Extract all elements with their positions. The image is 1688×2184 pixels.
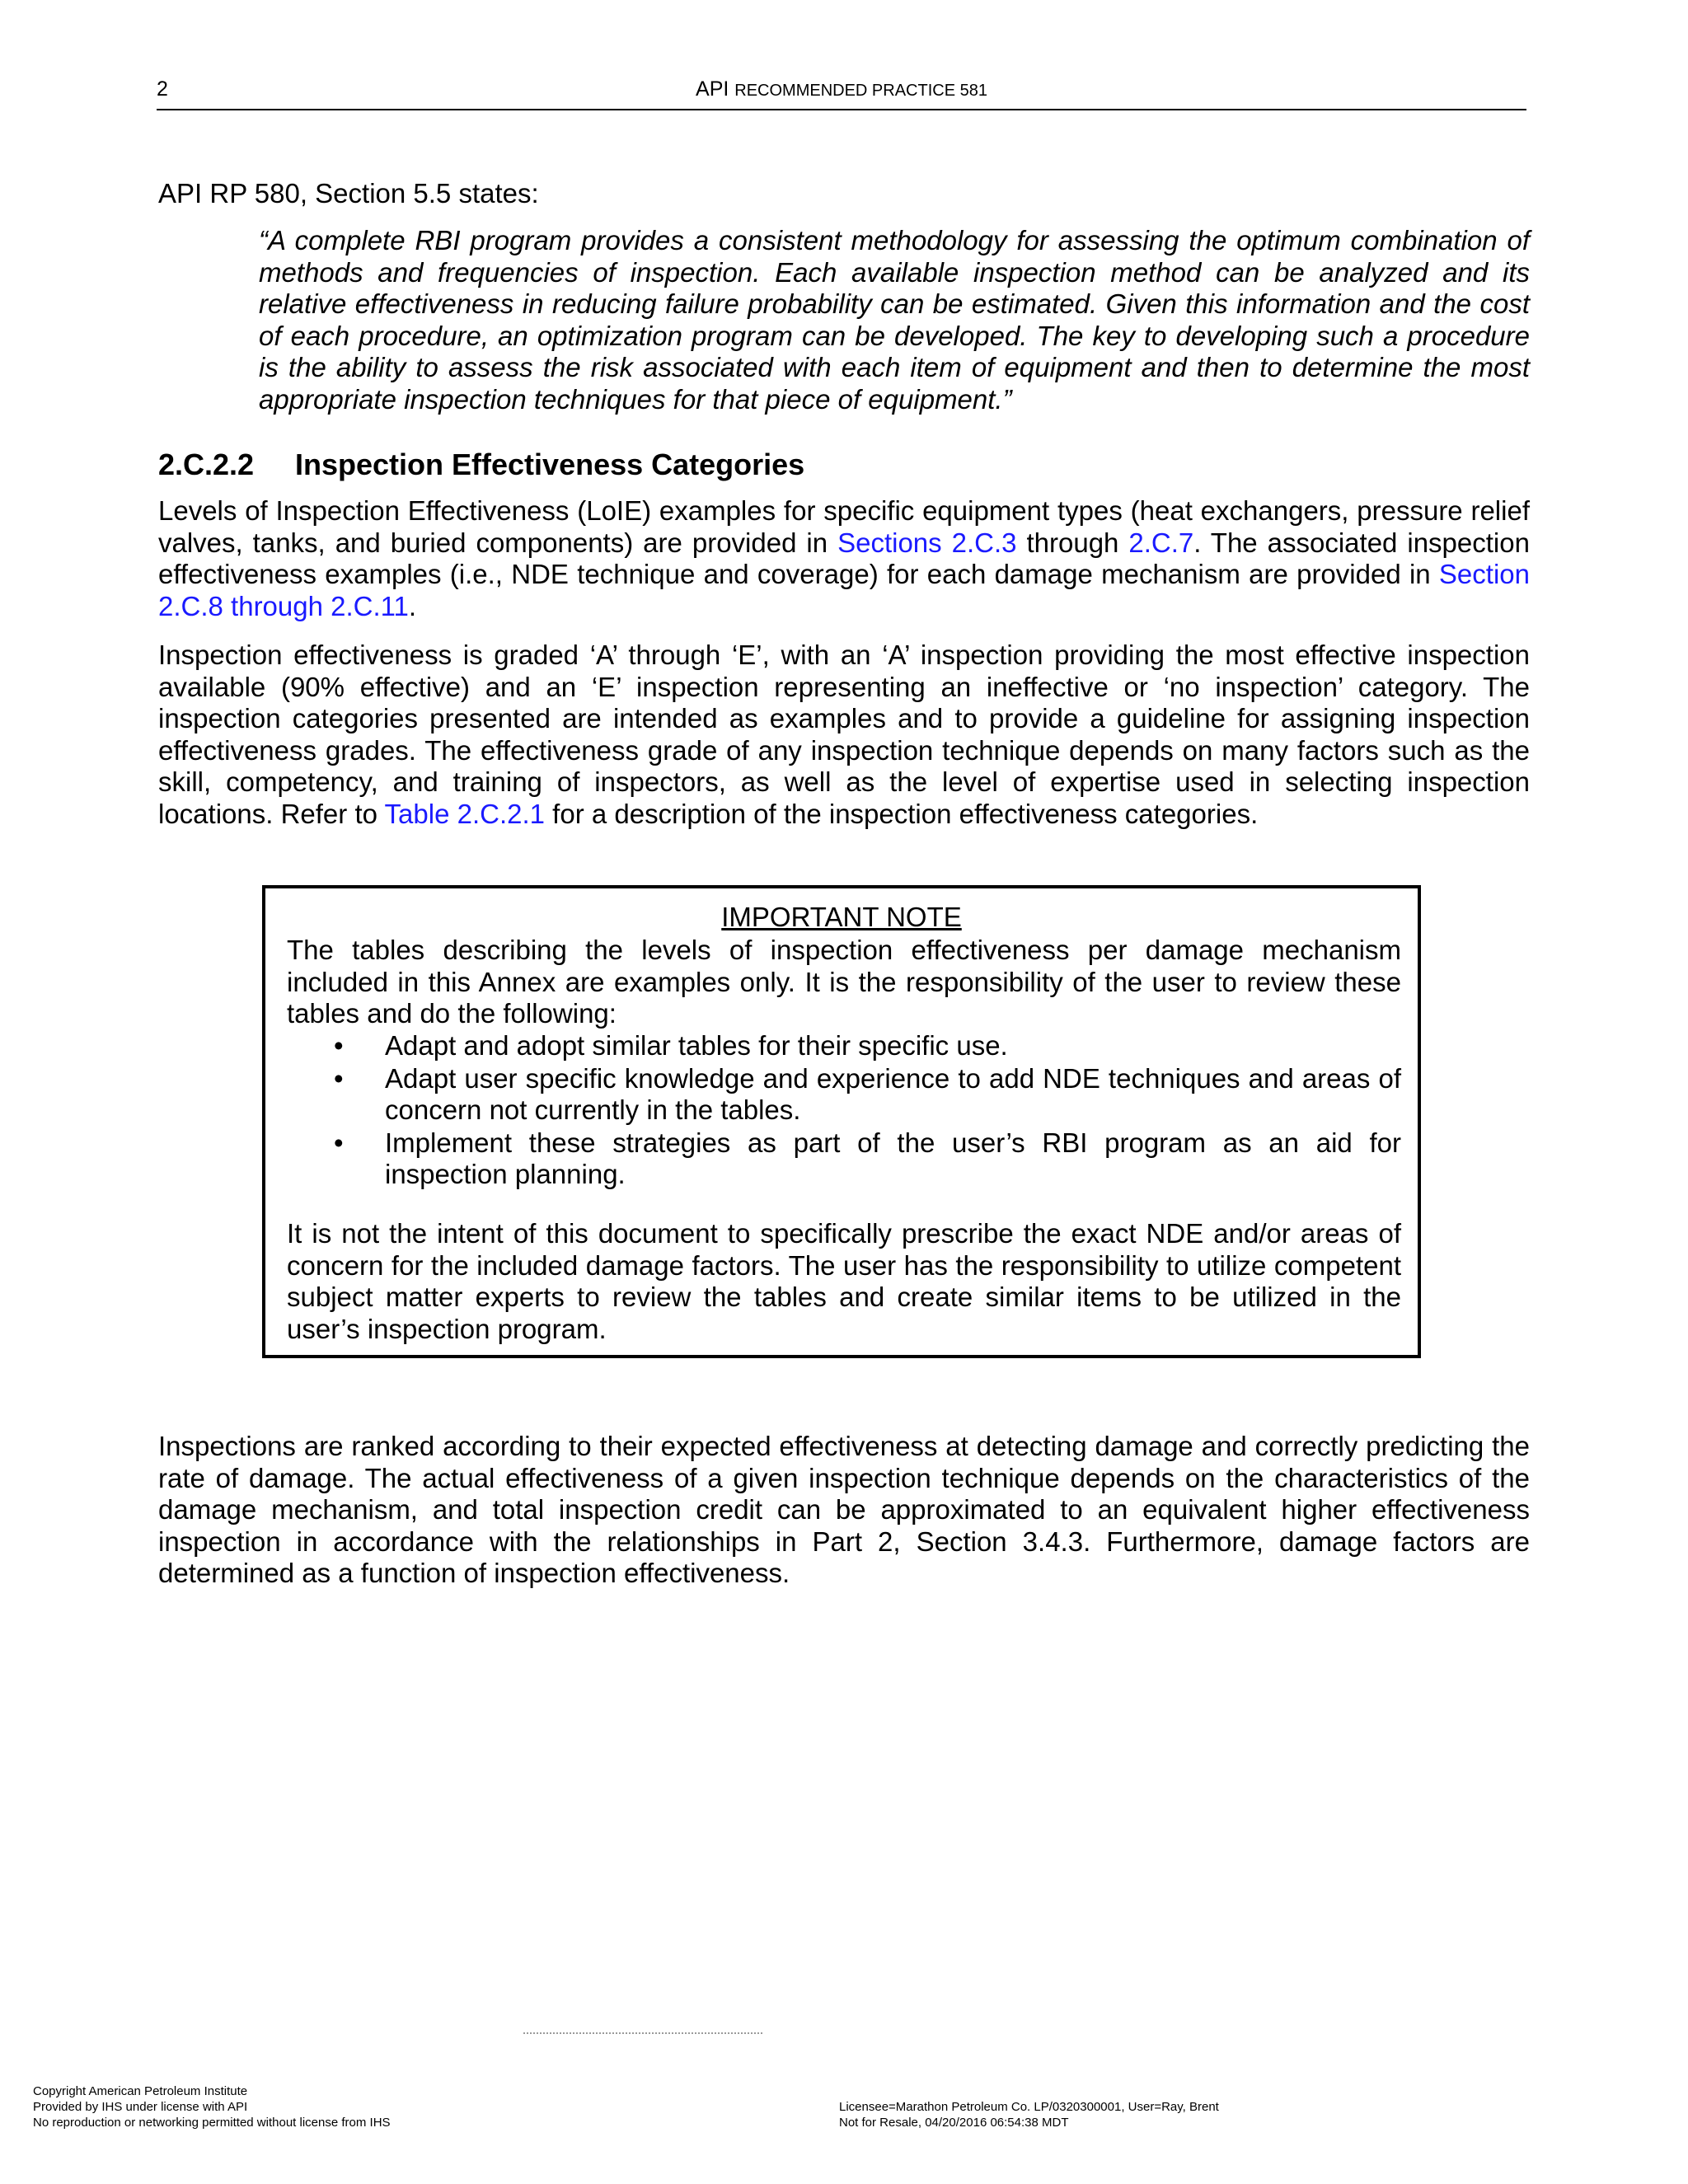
paragraph-loie bbox=[158, 495, 1530, 622]
footer-line: Not for Resale, 04/20/2016 06:54:38 MDT bbox=[839, 2116, 1069, 2130]
rp580-quote: “A complete RBI program provides a consistent methodology for assessing the optimum combination of methods and frequencies of inspection. Each available inspection method can be analyzed and its relative effectiveness in reducing failure probability can be estimated. Given this information and the cost of each procedure, an optimization program can be developed. The key to developing such a procedure is the ability to assess the risk associated with each item of equipment and then to determine the most appropriate inspection techniques for that piece of equipment.” bbox=[259, 225, 1530, 415]
note-list-item bbox=[287, 1127, 1401, 1191]
running-title-api: API bbox=[696, 77, 735, 101]
paragraph-text: . bbox=[408, 590, 417, 621]
paragraph-text: through bbox=[1016, 527, 1129, 558]
note-item-text: Adapt user specific knowledge and experience to add NDE techniques and areas of concern not currently in the tables. bbox=[385, 1062, 1401, 1126]
link-section-2c7[interactable]: 2.C.7 bbox=[1128, 527, 1194, 558]
scan-artifact bbox=[523, 2032, 762, 2041]
running-title-rest: RECOMMENDED PRACTICE 581 bbox=[734, 82, 987, 100]
section-heading bbox=[158, 448, 804, 482]
footer-line: No reproduction or networking permitted without license from IHS bbox=[33, 2116, 391, 2130]
bullet-icon: • bbox=[334, 1127, 344, 1158]
paragraph-text: for a description of the inspection effectiveness categories. bbox=[545, 798, 1259, 829]
note-title: IMPORTANT NOTE bbox=[721, 902, 962, 932]
paragraph-ranking: Inspections are ranked according to their expected effectiveness at detecting damage and correctly predicting the rate of damage. The actual effectiveness of a given inspection technique depends on the characteristics of the damage mechanism, and total inspection credit can be approximated to an equivalent higher effectiveness inspection in accordance with the relationships in Part 2, Section 3.4.3. Furthermore, damage factors are determined as a function of inspection effectiveness. bbox=[158, 1431, 1530, 1589]
note-outro: It is not the intent of this document to specifically prescribe the exact NDE and/or areas of concern for the included damage factors. The user has the responsibility to utilize competent subject matter experts to review the tables and create similar items to be utilized in the user’s inspection program. bbox=[287, 1218, 1401, 1344]
important-note-box bbox=[262, 885, 1421, 1358]
intro-lead: API RP 580, Section 5.5 states: bbox=[158, 178, 539, 209]
section-title: Inspection Effectiveness Categories bbox=[295, 448, 805, 481]
footer-copyright bbox=[33, 2083, 391, 2130]
running-title bbox=[157, 77, 1526, 101]
paragraph-text: . The associated inspection effectiveness examples (i.e., NDE technique and coverage) for each damage mechanism are provided in bbox=[158, 527, 1530, 590]
bullet-icon: • bbox=[334, 1062, 344, 1094]
page-header bbox=[157, 77, 1526, 110]
link-sections-2c8-2c11[interactable]: Section 2.C.8 through 2.C.11 bbox=[158, 559, 1530, 621]
page-number: 2 bbox=[157, 77, 168, 101]
note-item-text: Implement these strategies as part of the user’s RBI program as an aid for inspection planning. bbox=[385, 1127, 1401, 1190]
note-intro: The tables describing the levels of inspection effectiveness per damage mechanism included in this Annex are examples only. It is the responsibility of the user to review these tables and do the following: bbox=[287, 935, 1401, 1029]
note-item-text: Adapt and adopt similar tables for their specific use. bbox=[385, 1030, 1008, 1061]
note-bullet-list bbox=[287, 1030, 1401, 1192]
note-list-item bbox=[287, 1030, 1401, 1062]
link-table-2c21[interactable]: Table 2.C.2.1 bbox=[384, 798, 546, 829]
footer-line: Copyright American Petroleum Institute bbox=[33, 2084, 248, 2098]
paragraph-text: Inspection effectiveness is graded ‘A’ through ‘E’, with an ‘A’ inspection providing the most effective inspection available (90% effective) and an ‘E’ inspection representing an ineffective or ‘no inspection’ category. The inspection categories presented are intended as examples and to provide a guideline for assigning inspection effectiveness grades. The effectiveness grade of any inspection technique depends on many factors such as the skill, competency, and training of inspectors, as well as the level of expertise used in selecting inspection locations. Refer to bbox=[158, 640, 1530, 829]
footer-license bbox=[839, 2099, 1219, 2130]
paragraph-grades bbox=[158, 640, 1530, 831]
paragraph-text: Levels of Inspection Effectiveness (LoIE) examples for specific equipment types (heat exchangers, pressure relief valves, tanks, and buried components) are provided in bbox=[158, 495, 1530, 558]
footer-line: Licensee=Marathon Petroleum Co. LP/0320300001, User=Ray, Brent bbox=[839, 2100, 1219, 2114]
bullet-icon: • bbox=[334, 1030, 344, 1061]
link-sections-2c3[interactable]: Sections 2.C.3 bbox=[837, 527, 1017, 558]
footer-line: Provided by IHS under license with API bbox=[33, 2100, 248, 2114]
section-number: 2.C.2.2 bbox=[158, 448, 255, 481]
note-list-item bbox=[287, 1063, 1401, 1127]
